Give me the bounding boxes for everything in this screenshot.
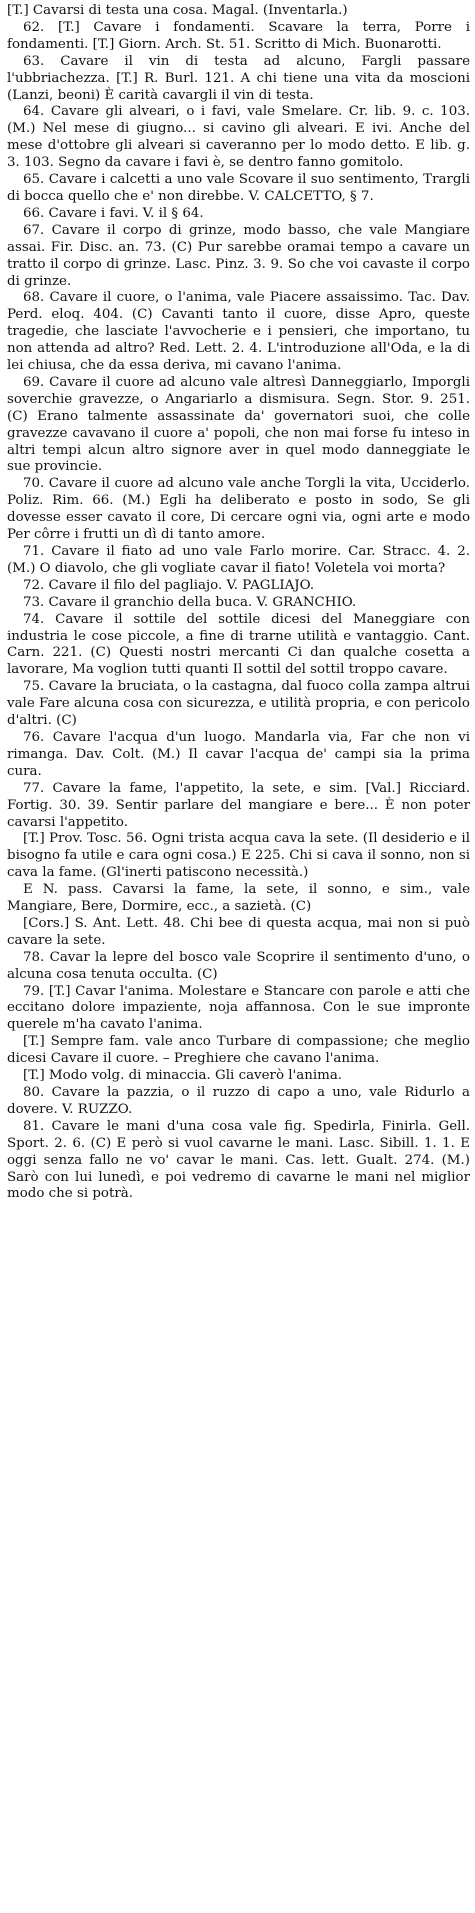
entry-70: 70. Cavare il cuore ad alcuno vale anche Torgli la vita, Ucciderlo. Poliz. Rim. 66. (M.) Egli ha deliberato e posto in sodo, Se gli dovesse esser cavato il core, Di cercare ogni via, ogni arte e modo Per côrre i frutti un dì di tanto amore. [7,476,470,543]
entry-81: 81. Cavare le mani d'una cosa vale fig. Spedirla, Finirla. Gell. Sport. 2. 6. (C) E però si vuol cavarne le mani. Lasc. Sibill. 1. 1. E oggi senza fallo ne vo' cavar le mani. Cas. lett. Gualt. 274. (M.) Sarò con lui lunedì, e poi vedremo di cavarne le mani nel miglior modo che si potrà. [7,1118,470,1202]
entry-77: 77. Cavare la fame, l'appetito, la sete, e sim. [Val.] Ricciard. Fortig. 30. 39. Sentir parlare del mangiare e bere... È non poter cavarsi l'appetito. [7,780,470,830]
entry-78: 78. Cavar la lepre del bosco vale Scoprire il sentimento d'uno, o alcuna cosa tenuta occulta. (C) [7,949,470,982]
entry-79-subsense-compassion: [T.] Sempre fam. vale anco Turbare di compassione; che meglio dicesi Cavare il cuore. – Preghiere che cavano l'anima. [7,1034,470,1067]
entry-74: 74. Cavare il sottile del sottile dicesi del Maneggiare con industria le cose piccole, a fine di trarne utilità e vantaggio. Cant. Carn. 221. (C) Questi nostri mercanti Ci dan qualche cosetta a lavorare, Ma voglion tutti quanti Il sottil del sottil troppo cavare. [7,611,470,678]
entry-62: 62. [T.] Cavare i fondamenti. Scavare la terra, Porre i fondamenti. [T.] Giorn. Arch. St. 51. Scritto di Mich. Buonarotti. [7,19,470,52]
entry-79: 79. [T.] Cavar l'anima. Molestare e Stancare con parole e atti che eccitano dolore impaziente, noja affannosa. Con le sue improntе querele m'ha cavato l'anima. [7,983,470,1033]
entry-79-subsense-threat: [T.] Modo volg. di minaccia. Gli caverò l'anima. [23,1068,343,1084]
entry-67: 67. Cavare il corpo di grinze, modo basso, che vale Mangiare assai. Fir. Disc. an. 73. (C) Pur sarebbe oramai tempo a cavare un tratto il corpo di grinze. Lasc. Pinz. 3. 9. So che voi cavaste il corpo di grinze. [7,222,470,289]
entry-76: 76. Cavare l'acqua d'un luogo. Mandarla via, Far che non vi rimanga. Dav. Colt. (M.) Il cavar l'acqua de' campi sia la prima cura. [7,729,470,779]
entry-75: 75. Cavare la bruciata, o la castagna, dal fuoco colla zampa altrui vale Fare alcuna cosa con sicurezza, e utilità propria, e con pericolo d'altri. (C) [7,679,470,729]
entry-64: 64. Cavare gli alveari, o i favi, vale Smelare. Cr. lib. 9. c. 103. (M.) Nel mese di giugno... si cavino gli alveari. E ivi. Anche del mese d'ottobre gli alveari si caveranno per lo modo detto. E lib. g. 3. 103. Segno da cavare i favi è, se dentro fanno gomitolo. [7,104,470,171]
entry-77-subsense-passive: E N. pass. Cavarsi la fame, la sete, il sonno, e sim., vale Mangiare, Bere, Dormire, ecc., a sazietà. (C) [7,882,470,915]
entry-77-subsense-proverb: [T.] Prov. Tosc. 56. Ogni trista acqua cava la sete. (Il desiderio e il bisogno fa utile e cara ogni cosa.) E 225. Chi si cava il sonno, non si cava la fame. (Gl'inerti patiscono necessità.) [7,831,470,881]
entry-72: 72. Cavare il filo del pagliajo. V. PAGLIAJO. [23,577,315,593]
entry-68: 68. Cavare il cuore, o l'anima, vale Piacere assaissimo. Tac. Dav. Perd. eloq. 404. (C) Cavanti tanto il cuore, disse Apro, queste tragedie, che lasciate l'avvocherie e i pensieri, che importano, tu non attenda ad altro? Red. Lett. 2. 4. L'introduzione all'Oda, e la di lei chiusa, che da essa deriva, mi cavano l'anima. [7,290,470,374]
entry-71: 71. Cavare il fiato ad uno vale Farlo morire. Car. Stracc. 4. 2. (M.) O diavolo, che gli vogliate cavar il fiato! Voletela voi morta? [7,544,470,576]
entry-80: 80. Cavare la pazzia, o il ruzzo di capo a uno, vale Ridurlo a dovere. V. RUZZO. [7,1085,470,1117]
entry-69: 69. Cavare il cuore ad alcuno vale altresì Danneggiarlo, Imporgli soverchie gravezze, o Angariarlo a dismisura. Segn. Stor. 9. 251. (C) Erano talmente assassinate da' governatori suoi, che colle gravezze cavavano il cuore a' popoli, che non mai forse fu inteso in altri tempi alcun altro signore aver in quel modo danneggiate le sue provincie. [7,374,470,475]
entry-66: 66. Cavare i favi. V. il § 64. [23,205,204,221]
entry-63: 63. Cavare il vin di testa ad alcuno, Fargli passare l'ubbriachezza. [T.] R. Burl. 121. A chi tiene una vita da moscioni (Lanzi, beoni) È carità cavargli il vin di testa. [7,53,470,103]
entry-77-subsense-cors: [Cors.] S. Ant. Lett. 48. Chi bee di questa acqua, mai non si può cavare la sete. [7,915,470,948]
entry-73: 73. Cavare il granchio della buca. V. GRANCHIO. [23,594,357,610]
entry-65: 65. Cavare i calcetti a uno vale Scovare il suo sentimento, Trargli di bocca quello che e' non direbbe. V. CALCETTO, § 7. [7,172,470,204]
dictionary-text-column [7,3,470,1203]
entry-61-continuation: [T.] Cavarsi di testa una cosa. Magal. (Inventarla.) [7,3,348,18]
